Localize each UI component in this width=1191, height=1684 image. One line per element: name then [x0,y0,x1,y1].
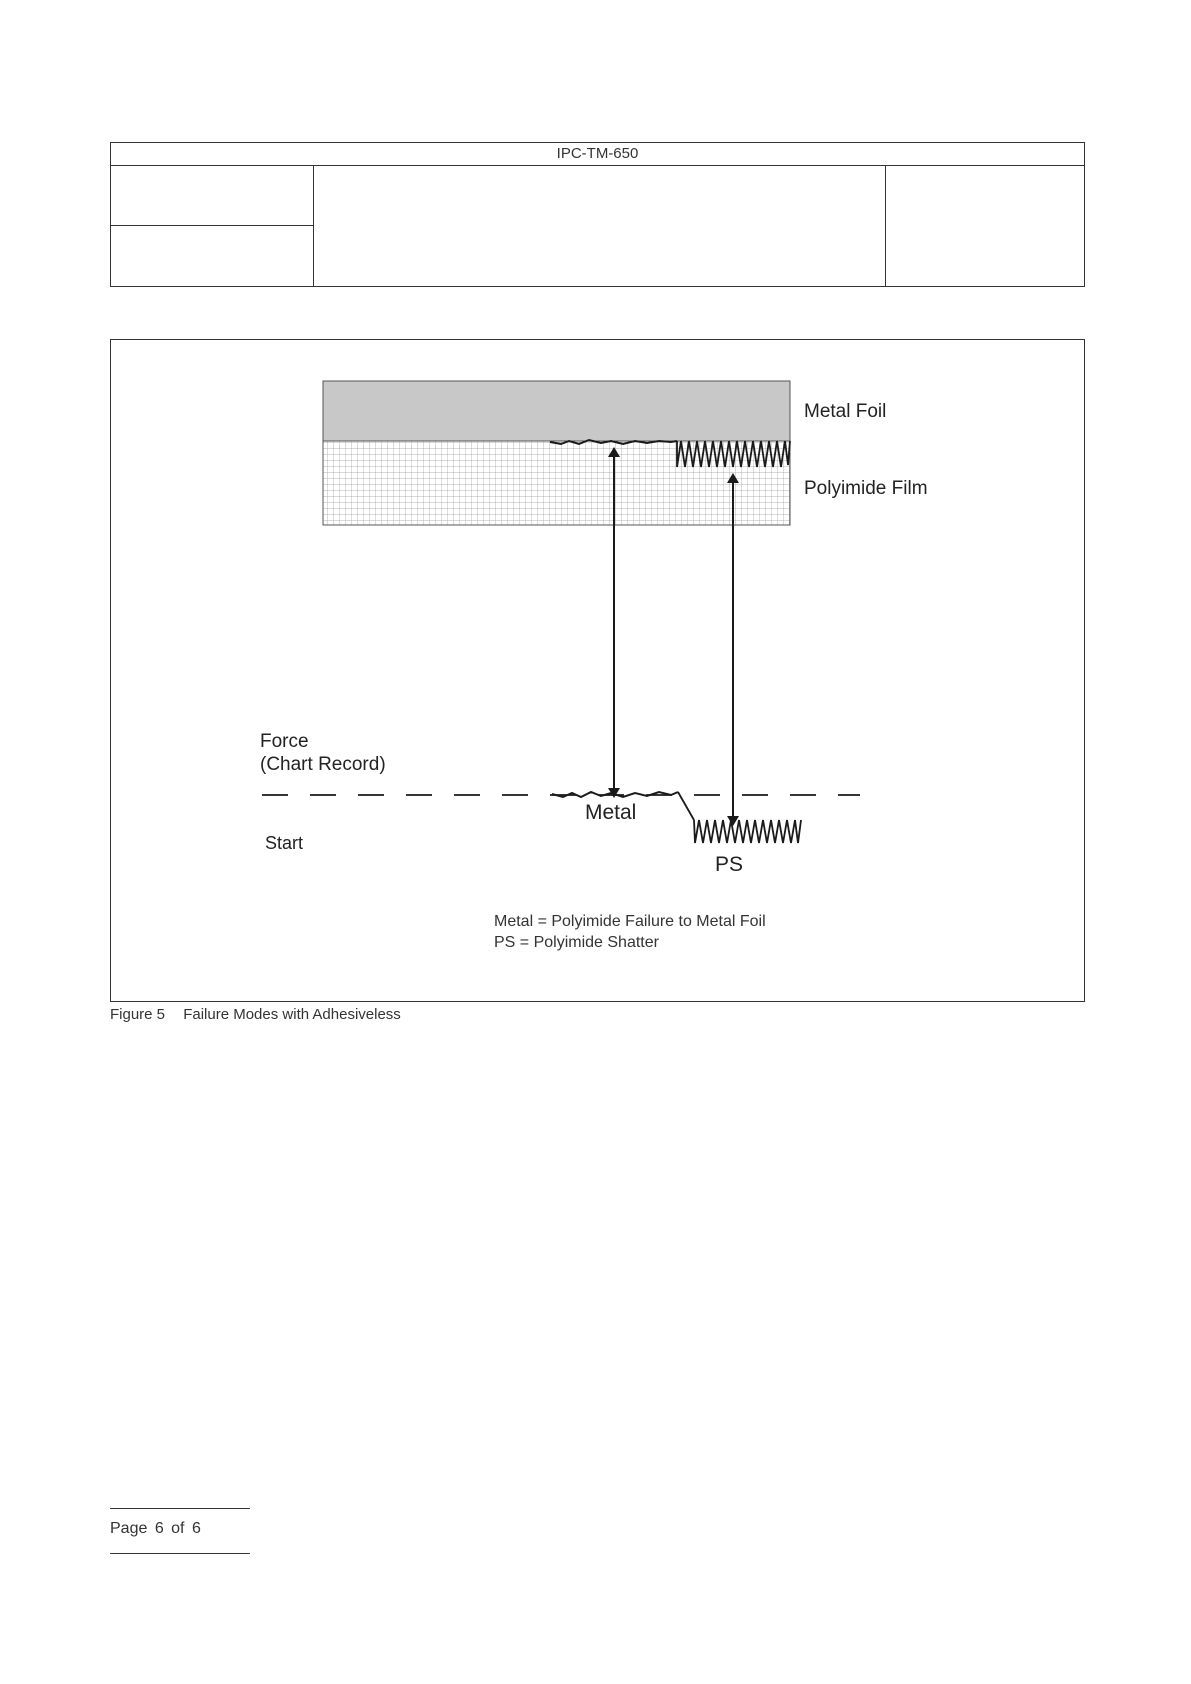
page-number: Page 6 of 6 [110,1520,201,1537]
force-label: Force [260,731,309,752]
header-title: IPC-TM-650 [111,143,1084,166]
start-label: Start [265,833,304,853]
metal-mode-label: Metal [585,801,637,824]
chart-record-drop [678,792,694,820]
footer-rule-top [110,1508,250,1509]
legend-ps: PS = Polyimide Shatter [494,934,659,951]
ps-mode-label: PS [715,853,744,876]
header-cell-date [886,166,1084,286]
legend-metal: Metal = Polyimide Failure to Metal Foil [494,913,766,930]
footer-rule-bottom [110,1553,250,1554]
polyimide-film-label: Polyimide Film [804,478,928,499]
metal-foil-label: Metal Foil [804,401,887,422]
failure-modes-diagram [111,340,1086,1003]
header-cell-number [111,166,313,226]
figure-caption [110,1006,401,1023]
metal-foil-layer [323,381,790,441]
figure-title: Failure Modes with Adhesiveless [183,1006,401,1023]
chart-record-label: (Chart Record) [260,754,386,775]
figure-frame [110,339,1085,1002]
header-table [110,142,1085,287]
header-cell-subject [313,166,886,286]
chart-record-ps-trace [694,820,801,843]
header-cell-revision [111,226,313,286]
figure-number: Figure 5 [110,1006,166,1023]
